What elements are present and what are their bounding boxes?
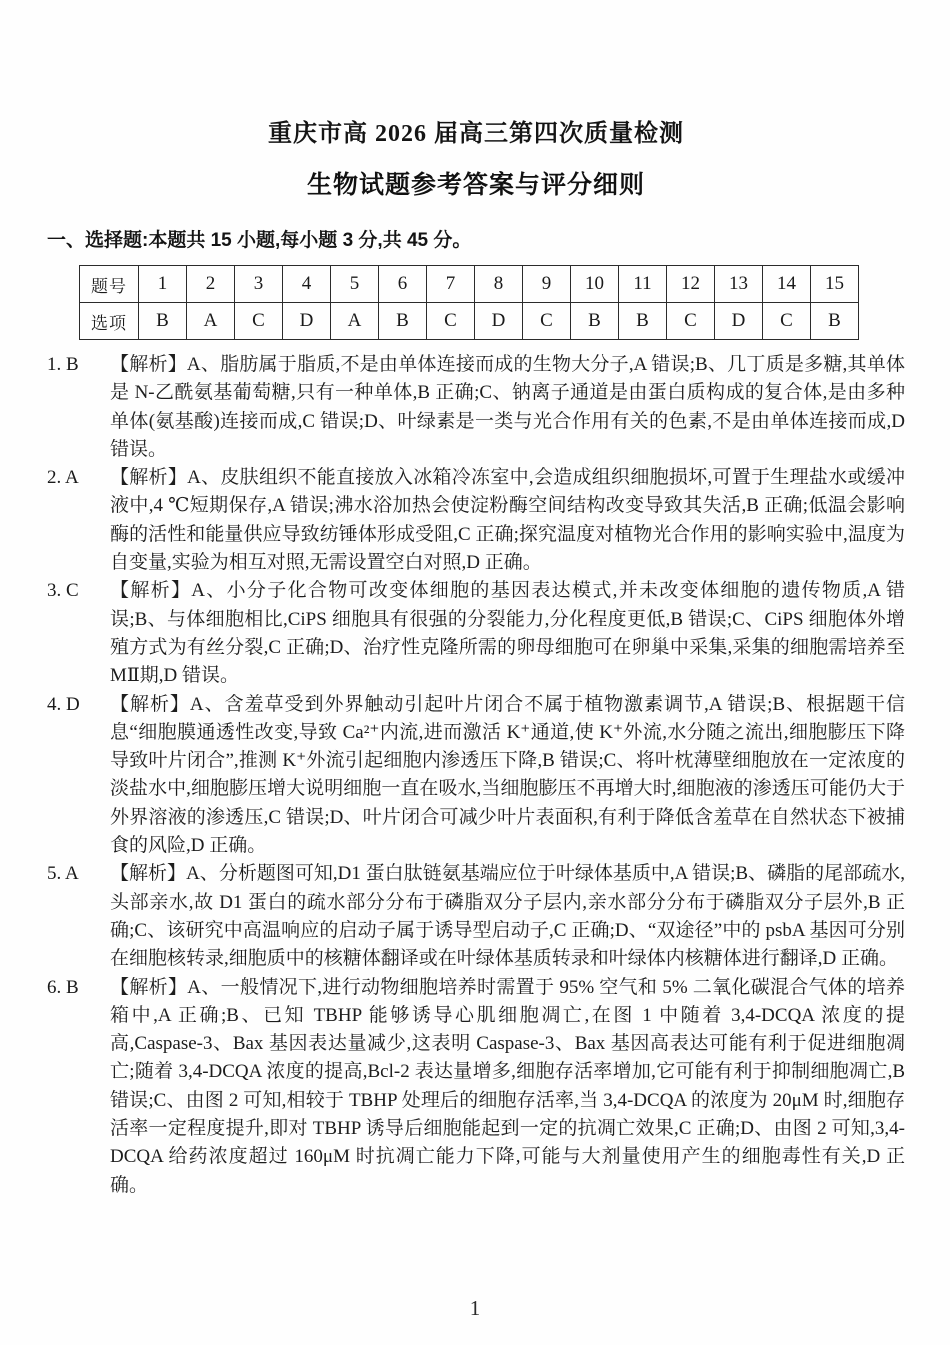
answer-cell: B <box>139 303 187 340</box>
question-number-cell: 11 <box>619 266 667 303</box>
answer-cell: D <box>475 303 523 340</box>
question-number-cell: 5 <box>331 266 379 303</box>
row-header-question-number: 题号 <box>80 266 139 303</box>
answer-table <box>79 265 859 340</box>
question-number-cell: 15 <box>811 266 859 303</box>
answer-cell: C <box>763 303 811 340</box>
explanation-text: 【解析】A、脂肪属于脂质,不是由单体连接而成的生物大分子,A 错误;B、几丁质是多糖,其单体是 N-乙酰氨基葡萄糖,只有一种单体,B 正确;C、钠离子通道是由蛋白质构成的复合体,是由多种单体(氨基酸)连接而成,C 错误;D、叶绿素是一类与光合作用有关的色素,不是由单体连接而成,D 错误。 <box>110 354 905 460</box>
explanation-text: 【解析】A、一般情况下,进行动物细胞培养时需置于 95% 空气和 5% 二氧化碳混合气体的培养箱中,A 正确;B、已知 TBHP 能够诱导心肌细胞凋亡,在图 1 中随着 3,4-DCQA 浓度的提高,Caspase-3、Bax 基因表达量减少,这表明 Caspase-3、Bax 基因高表达可能有利于促进细胞凋亡;随着 3,4-DCQA 浓度的提高,Bcl-2 表达量增多,细胞存活率增加,它可能有利于抑制细胞凋亡,B 错误;C、由图 2 可知,相较于 TBHP 处理后的细胞存活率,当 3,4-DCQA 的浓度为 20μM 时,细胞存活率一定程度提升,即对 TBHP 诱导后细胞能起到一定的抗凋亡效果,C 正确;D、由图 2 可知,3,4-DCQA 给药浓度超过 160μM 时抗凋亡能力下降,可能与大剂量使用产生的细胞毒性有关,D 正确。 <box>110 976 905 1196</box>
question-answer-label: 6. B <box>47 976 79 998</box>
explanation-item-4 <box>47 691 905 861</box>
question-number-cell: 3 <box>235 266 283 303</box>
section-heading: 一、选择题:本题共 15 小题,每小题 3 分,共 45 分。 <box>47 230 472 251</box>
row-header-answer-option: 选项 <box>80 303 139 340</box>
document-subtitle: 生物试题参考答案与评分细则 <box>306 171 645 199</box>
answer-cell: B <box>811 303 859 340</box>
question-answer-label: 3. C <box>47 580 79 602</box>
explanation-item-2 <box>47 464 905 577</box>
explanation-item-3 <box>47 577 905 690</box>
question-answer-label: 4. D <box>47 693 80 715</box>
question-number-cell: 9 <box>523 266 571 303</box>
answer-cell: D <box>715 303 763 340</box>
question-number-cell: 8 <box>475 266 523 303</box>
question-number-cell: 14 <box>763 266 811 303</box>
question-number-cell: 7 <box>427 266 475 303</box>
document-title: 重庆市高 2026 届高三第四次质量检测 <box>268 121 684 147</box>
explanation-text: 【解析】A、分析题图可知,D1 蛋白肽链氨基端应位于叶绿体基质中,A 错误;B、磷脂的尾部疏水,头部亲水,故 D1 蛋白的疏水部分分布于磷脂双分子层内,亲水部分分布于磷脂双分子层外,B 正确;C、该研究中高温响应的启动子属于诱导型启动子,C 正确;D、“双途径”中的 psbA 基因可分别在细胞核转录,细胞质中的核糖体翻译或在叶绿体基质转录和叶绿体内核糖体进行翻译,D 正确。 <box>110 863 905 970</box>
answer-cell: B <box>571 303 619 340</box>
question-number-cell: 13 <box>715 266 763 303</box>
question-number-cell: 1 <box>139 266 187 303</box>
explanation-item-5 <box>47 860 905 973</box>
question-answer-label: 1. B <box>47 354 79 375</box>
answer-cell: C <box>427 303 475 340</box>
question-number-cell: 4 <box>283 266 331 303</box>
answer-cell: C <box>667 303 715 340</box>
question-answer-label: 5. A <box>47 863 79 885</box>
question-number-cell: 12 <box>667 266 715 303</box>
answer-table-row-answers <box>80 303 859 340</box>
question-number-cell: 6 <box>379 266 427 303</box>
explanations-list <box>47 351 905 1200</box>
answer-cell: D <box>283 303 331 340</box>
answer-table-row-numbers <box>80 266 859 303</box>
answer-cell: B <box>379 303 427 340</box>
explanation-text: 【解析】A、小分子化合物可改变体细胞的基因表达模式,并未改变体细胞的遗传物质,A 错误;B、与体细胞相比,CiPS 细胞具有很强的分裂能力,分化程度更低,B 错误;C、CiPS 细胞体外增殖方式为有丝分裂,C 正确;D、治疗性克隆所需的卵母细胞可在卵巢中采集,采集的细胞需培养至 MⅡ期,D 错误。 <box>110 580 905 687</box>
answer-cell: A <box>187 303 235 340</box>
answer-cell: A <box>331 303 379 340</box>
explanation-text: 【解析】A、含羞草受到外界触动引起叶片闭合不属于植物激素调节,A 错误;B、根据题干信息“细胞膜通透性改变,导致 Ca²⁺内流,进而激活 K⁺通道,使 K⁺外流,水分随之流出,细胞膨压下降导致叶片闭合”,推测 K⁺外流引起细胞内渗透压下降,B 错误;C、将叶枕薄壁细胞放在一定浓度的淡盐水中,细胞膨压增大说明细胞一直在吸水,当细胞膨压不再增大时,细胞液的渗透压可能仍大于外界溶液的渗透压,C 错误;D、叶片闭合可减少叶片表面积,有利于降低含羞草在自然状态下被捕食的风险,D 正确。 <box>110 693 905 857</box>
explanation-item-1 <box>47 351 905 464</box>
question-number-cell: 2 <box>187 266 235 303</box>
answer-cell: C <box>235 303 283 340</box>
question-answer-label: 2. A <box>47 467 79 489</box>
answer-cell: C <box>523 303 571 340</box>
explanation-item-6 <box>47 974 905 1200</box>
explanation-text: 【解析】A、皮肤组织不能直接放入冰箱冷冻室中,会造成组织细胞损坏,可置于生理盐水或缓冲液中,4 ℃短期保存,A 错误;沸水浴加热会使淀粉酶空间结构改变导致其失活,B 正确;低温会影响酶的活性和能量供应导致纺锤体形成受阻,C 正确;探究温度对植物光合作用的影响实验中,温度为自变量,实验为相互对照,无需设置空白对照,D 正确。 <box>110 467 905 574</box>
page-number: 1 <box>469 1296 481 1320</box>
answer-cell: B <box>619 303 667 340</box>
question-number-cell: 10 <box>571 266 619 303</box>
